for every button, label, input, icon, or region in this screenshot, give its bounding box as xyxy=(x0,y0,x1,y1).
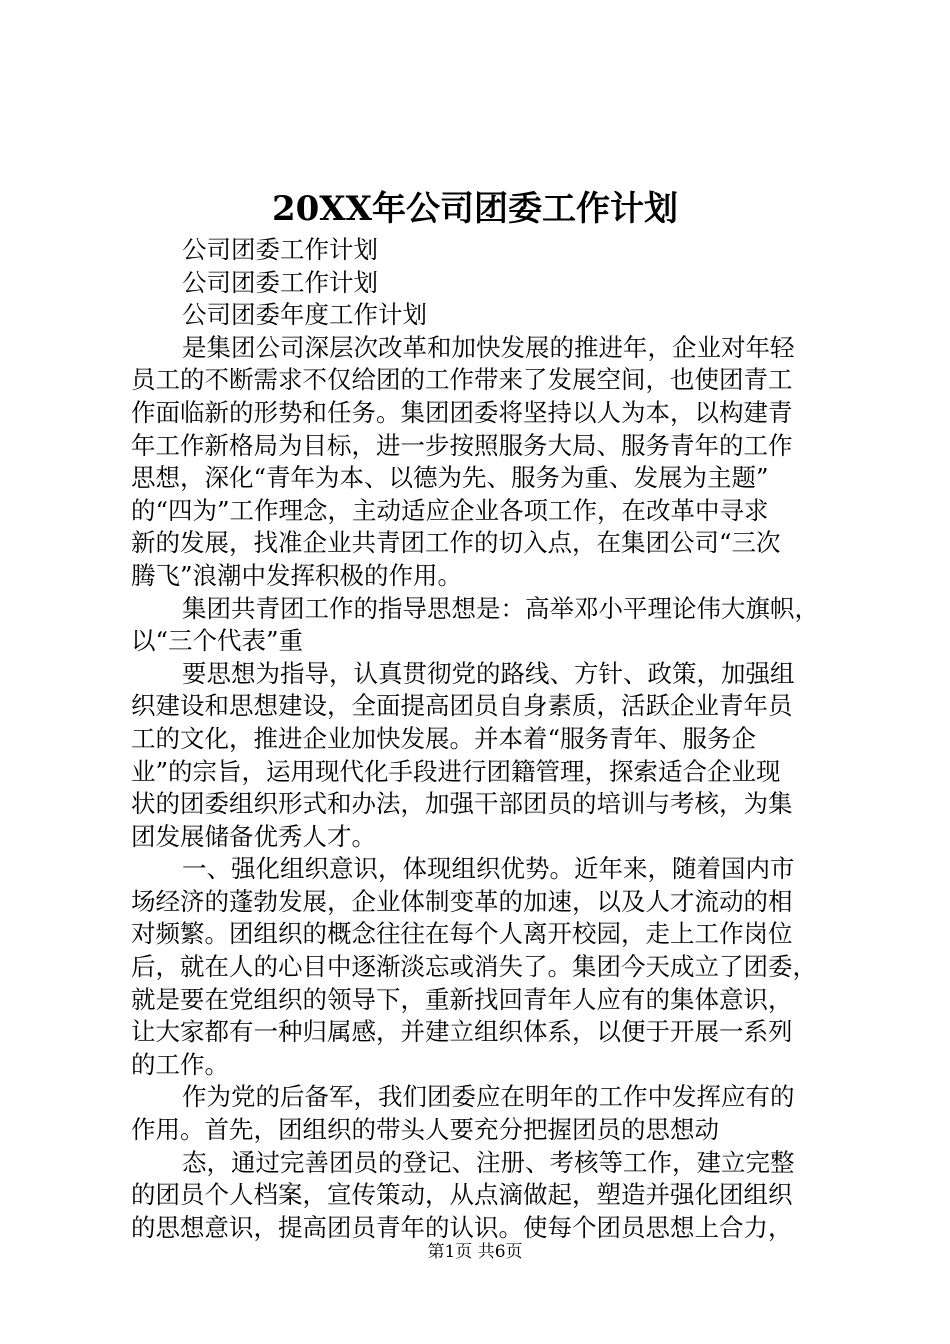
text-line: 工的文化，推进企业加快发展。并本着“服务青年、服务企 xyxy=(131,723,757,753)
page-footer: 第1页 共6页 xyxy=(427,1242,523,1262)
text-line: 后，就在人的心目中逐渐淡忘或消失了。集团今天成立了团委， xyxy=(131,952,817,982)
text-line: 让大家都有一种归属感，并建立组织体系，以便于开展一系列 xyxy=(131,1017,793,1047)
text-line: 场经济的蓬勃发展，企业体制变革的加速，以及人才流动的相 xyxy=(131,886,793,916)
text-line: 公司团委工作计划 xyxy=(182,267,378,297)
text-line: 的“四为”工作理念，主动适应企业各项工作，在改革中寻求 xyxy=(131,495,769,525)
text-line: 新的发展，找准企业共青团工作的切入点，在集团公司“三次 xyxy=(131,528,781,558)
text-line: 作用。首先，团组织的带头人要充分把握团员的思想动 xyxy=(131,1115,719,1145)
document-title: 20XX年公司团委工作计划 xyxy=(271,189,679,229)
text-line: 就是要在党组织的领导下，重新找回青年人应有的集体意识， xyxy=(131,984,793,1014)
text-line: 一、强化组织意识，体现组织优势。近年来，随着国内市 xyxy=(182,854,795,884)
text-line: 团发展储备优秀人才。 xyxy=(131,821,376,851)
text-line: 态，通过完善团员的登记、注册、考核等工作，建立完整 xyxy=(182,1147,795,1177)
text-line: 要思想为指导，认真贯彻党的路线、方针、政策，加强组 xyxy=(182,658,795,688)
text-line: 业”的宗旨，运用现代化手段进行团籍管理，探索适合企业现 xyxy=(131,756,781,786)
text-line: 集团共青团工作的指导思想是：高举邓小平理论伟大旗帜， xyxy=(182,593,819,623)
document-body xyxy=(131,234,831,1244)
text-line: 年工作新格局为目标，进一步按照服务大局、服务青年的工作 xyxy=(131,430,793,460)
text-line: 作为党的后备军，我们团委应在明年的工作中发挥应有的 xyxy=(182,1082,795,1112)
text-line: 员工的不断需求不仅给团的工作带来了发展空间，也使团青工 xyxy=(131,365,793,395)
text-line: 织建设和思想建设，全面提高团员自身素质，活跃企业青年员 xyxy=(131,691,793,721)
text-line: 以“三个代表”重 xyxy=(131,626,304,656)
text-line: 的思想意识，提高团员青年的认识。使每个团员思想上合力， xyxy=(131,1212,793,1242)
text-line: 作面临新的形势和任务。集团团委将坚持以人为本，以构建青 xyxy=(131,397,793,427)
text-line: 对频繁。团组织的概念往往在每个人离开校园，走上工作岗位 xyxy=(131,919,793,949)
text-line: 腾飞”浪潮中发挥积极的作用。 xyxy=(131,560,463,590)
text-line: 的工作。 xyxy=(131,1049,229,1079)
text-line: 公司团委年度工作计划 xyxy=(182,300,427,330)
text-line: 的团员个人档案，宣传策动，从点滴做起，塑造并强化团组织 xyxy=(131,1180,793,1210)
text-line: 思想，深化“青年为本、以德为先、服务为重、发展为主题” xyxy=(131,463,769,493)
text-line: 是集团公司深层次改革和加快发展的推进年，企业对年轻 xyxy=(182,332,795,362)
text-line: 公司团委工作计划 xyxy=(182,235,378,264)
text-line: 状的团委组织形式和办法，加强干部团员的培训与考核，为集 xyxy=(131,789,793,819)
